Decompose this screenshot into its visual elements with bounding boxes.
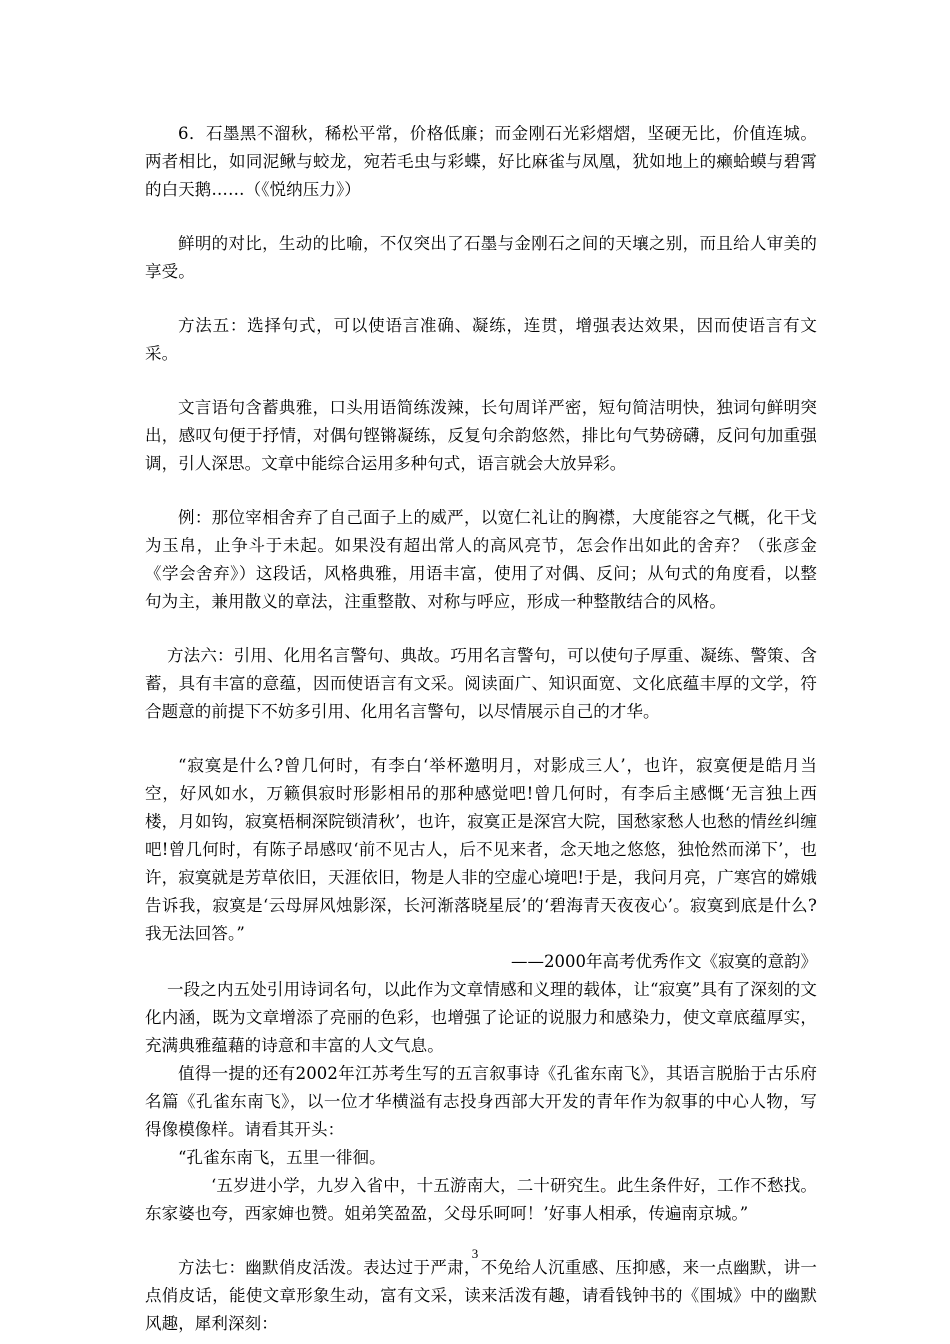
paragraph-example-premier: 例：那位宰相舍弃了自己面子上的威严，以宽仁礼让的胸襟，大度能容之气概，化干戈为玉帛，止争斗于未起。如果没有超出常人的高风亮节，怎会作出如此的舍弃？（张彦金《学会舍弃》）这段话，风格典雅，用语丰富，使用了对偶、反问；从句式的角度看，以整句为主，兼用散义的章法，注重整散、对称与呼应，形成一种整散结合的风格。 bbox=[145, 508, 817, 611]
paragraph-comment-contrast: 鲜明的对比，生动的比喻，不仅突出了石墨与金刚石之间的天壤之别，而且给人审美的享受。 bbox=[145, 234, 817, 281]
paragraph-example-graphite: 6．石墨黑不溜秋，稀松平常，价格低廉；而金刚石光彩熠熠，坚硬无比，价值连城。两者相比，如同泥鳅与蛟龙，宛若毛虫与彩蝶，好比麻雀与凤凰，犹如地上的癞蛤蟆与碧霄的白天鹅……（《悦纳压力》） bbox=[145, 124, 817, 199]
paragraph-method-five: 方法五：选择句式，可以使语言准确、凝练，连贯，增强表达效果，因而使语言有文采。 bbox=[145, 316, 817, 363]
paragraph-quote-loneliness: “寂寞是什么?曾几何时，有李白‘举杯邀明月，对影成三人’，也许，寂寞便是皓月当空，好风如水，万籁俱寂时形影相吊的那种感觉吧!曾几何时，有李后主感慨‘无言独上西楼，月如钩，寂寞梧桐深院锁清秋’，也许，寂寞正是深宫大院，国愁家愁人也愁的情丝纠缠吧!曾几何时，有陈子昂感叹‘前不见古人，后不见来者，念天地之悠悠，独怆然而涕下’，也许，寂寞就是芳草依旧，天涯依旧，物是人非的空虚心境吧!于是，我问月亮，广寒宫的嫦娥告诉我，寂寞是‘云母屏风烛影深，长河渐落晓星辰’的‘碧海青天夜夜心’。寂寞到底是什么?我无法回答。” bbox=[145, 756, 817, 943]
paragraph-peacock-poem: 值得一提的还有2002年江苏考生写的五言叙事诗《孔雀东南飞》，其语言脱胎于古乐府名篇《孔雀东南飞》，以一位才华横溢有志投身西部大开发的青年作为叙事的中心人物，写得像模像样。请看其开头： bbox=[145, 1064, 817, 1139]
paragraph-comment-quotes: 一段之内五处引用诗词名句，以此作为文章情感和义理的载体，让“寂寞”具有了深刻的文化内涵，既为文章增添了亮丽的色彩，也增强了论证的说服力和感染力，使文章底蕴厚实，充满典雅蕴藉的诗意和丰富的人文气息。 bbox=[145, 980, 817, 1055]
paragraph-method-seven: 方法七：幽默俏皮活泼。表达过于严肃，不免给人沉重感、压抑感，来一点幽默，讲一点俏皮话，能使文章形象生动，富有文采，读来活泼有趣，请看钱钟书的《围城》中的幽默风趣，犀利深刻： bbox=[145, 1258, 817, 1333]
paragraph-method-six: 方法六：引用、化用名言警句、典故。巧用名言警句，可以使句子厚重、凝练、警策、含蓄，具有丰富的意蕴，因而使语言有文采。阅读面广、知识面宽、文化底蕴丰厚的文学，符合题意的前提下不妨多引用、化用名言警句，以尽情展示自己的才华。 bbox=[145, 646, 817, 721]
document-page bbox=[145, 120, 817, 1338]
quote-source: ——2000年高考优秀作文《寂寞的意韵》 bbox=[511, 952, 817, 971]
page-number: 3 bbox=[471, 1246, 479, 1261]
paragraph-sentence-types: 文言语句含蓄典雅，口头用语简练泼辣，长句周详严密，短句简洁明快，独词句鲜明突出，感叹句便于抒情，对偶句铿锵凝练，反复句余韵悠然，排比句气势磅礴，反问句加重强调，引人深思。文章中能综合运用多种句式，语言就会大放异彩。 bbox=[145, 398, 817, 473]
poem-opening-line: “孔雀东南飞，五里一徘徊。 bbox=[178, 1148, 386, 1167]
poem-body: ‘五岁进小学，九岁入省中，十五游南大，二十研究生。此生条件好，工作不愁找。东家婆也夸，西家婶也赞。姐弟笑盈盈，父母乐呵呵！’好事人相承，传遍南京城。” bbox=[145, 1176, 817, 1223]
